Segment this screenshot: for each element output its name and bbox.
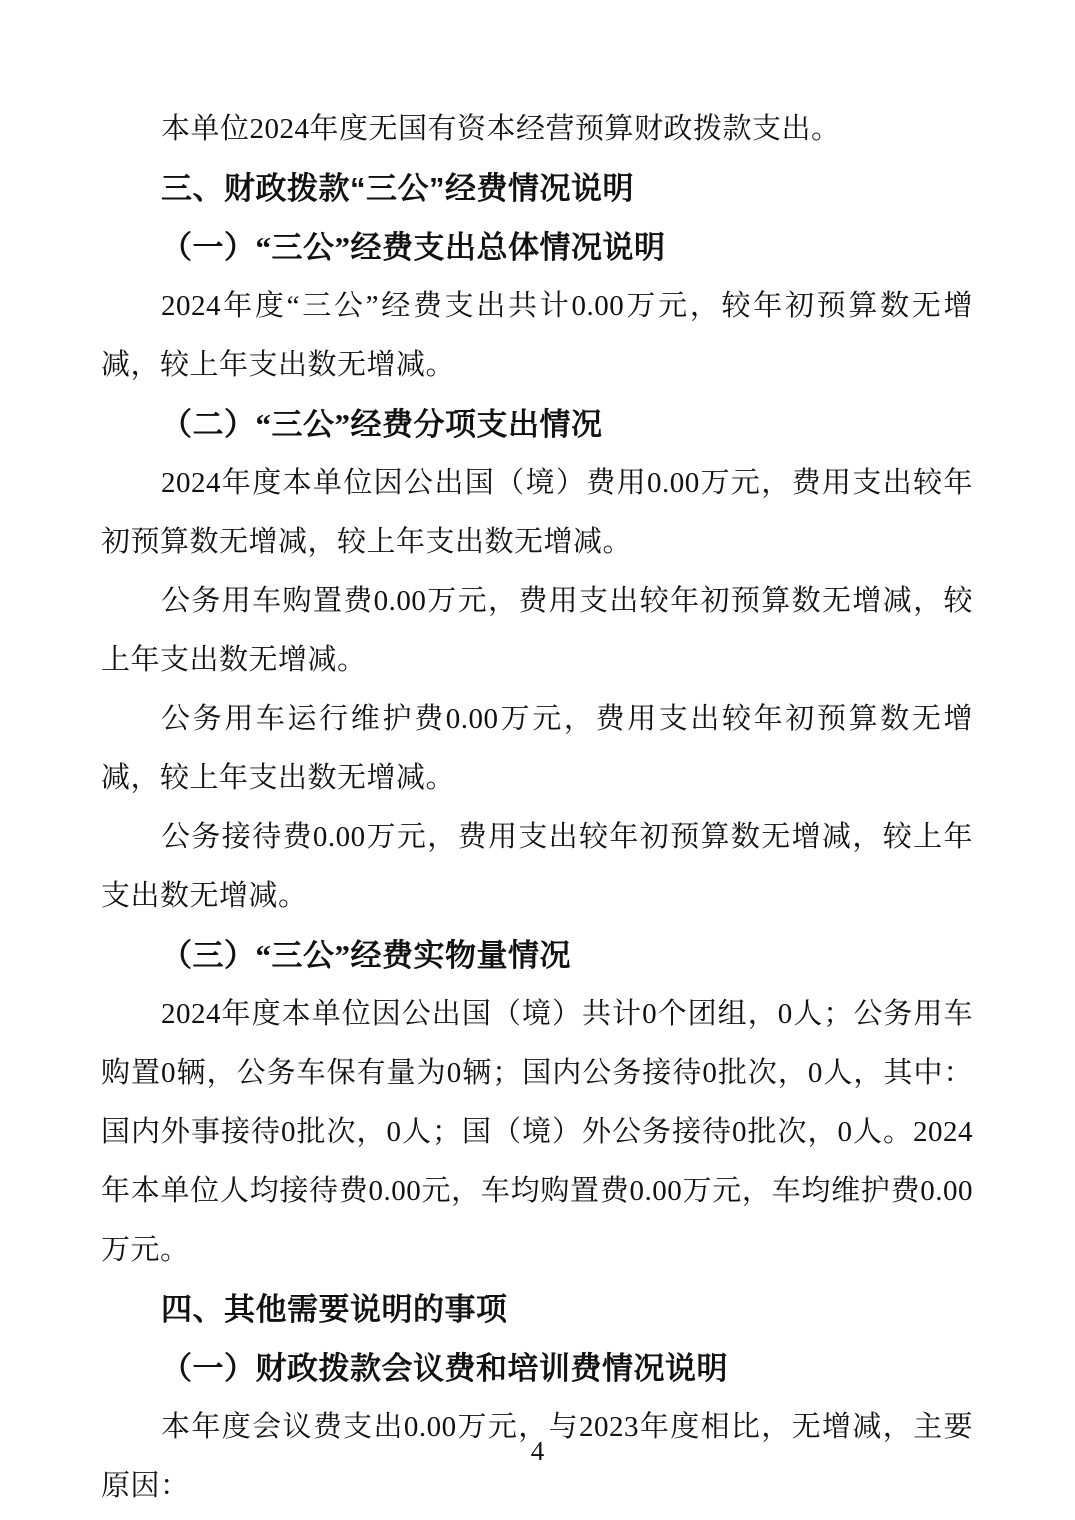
paragraph-vehicle-purchase-expense: 公务用车购置费0.00万元，费用支出较年初预算数无增减，较上年支出数无增减。 — [101, 585, 973, 676]
paragraph-overall-expenditure: 2024年度“三公”经费支出共计0.00万元，较年初预算数无增减，较上年支出数无增减。 — [101, 290, 973, 381]
heading-section-three-public-funds: 三、财政拨款“三公”经费情况说明 — [161, 171, 634, 206]
paragraph-meeting-fee: 本年度会议费支出0.00万元，与2023年度相比，无增减，主要原因： — [101, 1411, 973, 1502]
document-content — [101, 100, 973, 1516]
heading-sub-itemized-expenditure: （二）“三公”经费分项支出情况 — [161, 407, 603, 442]
heading-section-other-matters: 四、其他需要说明的事项 — [161, 1292, 508, 1327]
heading-sub-meeting-training-fees: （一）财政拨款会议费和培训费情况说明 — [161, 1351, 728, 1386]
paragraph-physical-quantities-detail: 2024年度本单位因公出国（境）共计0个团组，0人；公务用车购置0辆，公务车保有量为0辆；国内公务接待0批次，0人，其中：国内外事接待0批次，0人；国（境）外公务接待0批次，0人。2024年本单位人均接待费0.00元，车均购置费0.00万元，车均维护费0.00万元。 — [101, 998, 973, 1266]
page-number: 4 — [530, 1436, 545, 1466]
paragraph-vehicle-maintenance-expense: 公务用车运行维护费0.00万元，费用支出较年初预算数无增减，较上年支出数无增减。 — [101, 703, 973, 794]
paragraph-overseas-travel-expense: 2024年度本单位因公出国（境）费用0.00万元，费用支出较年初预算数无增减，较上年支出数无增减。 — [101, 467, 973, 558]
paragraph-official-reception-expense: 公务接待费0.00万元，费用支出较年初预算数无增减，较上年支出数无增减。 — [101, 821, 973, 912]
heading-sub-physical-quantities: （三）“三公”经费实物量情况 — [161, 938, 571, 973]
paragraph-no-state-capital-expenditure: 本单位2024年度无国有资本经营预算财政拨款支出。 — [161, 113, 841, 145]
heading-sub-overall-expenditure: （一）“三公”经费支出总体情况说明 — [161, 230, 666, 265]
